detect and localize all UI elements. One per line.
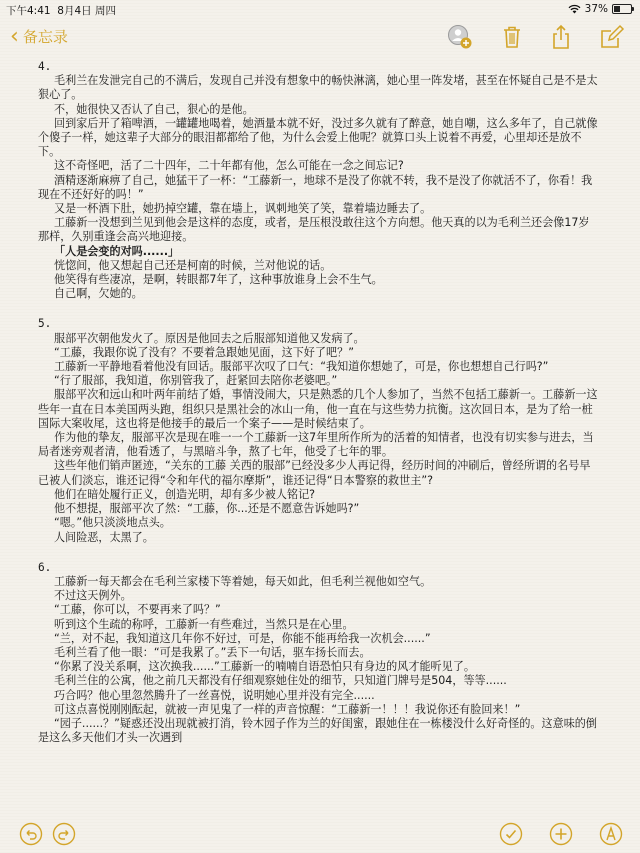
note-paragraph: 这不奇怪吧，活了二十四年，二十年都有他，怎么可能在一念之间忘记? [54, 159, 404, 173]
note-paragraph: 又是一杯酒下肚，她扔掉空罐，靠在墙上，讽刺地笑了笑，靠着墙边睡去了。 [54, 202, 432, 216]
note-paragraph: 服部平次朝他发火了。原因是他回去之后服部知道他又发病了。 [54, 331, 365, 345]
note-quote: 「人是会变的对吗......」 [54, 244, 180, 258]
section-gap [38, 301, 598, 317]
note-paragraph: 自己啊，欠她的。 [54, 287, 143, 301]
battery-fill [614, 6, 620, 12]
status-time: 下午4:41 [6, 5, 51, 17]
note-paragraph: 酒精逐渐麻痹了自己，她猛干了一杯：“工藤新一，地球不是没了你就不转，我不是没了你就活不了，你看！我现在不还好好的吗！” [38, 173, 593, 201]
note-paragraph: 工藤新一平静地看着他没有回话。服部平次叹了口气：“我知道你想她了，可是，你也想想自己行吗?” [54, 360, 549, 374]
sketch-icon[interactable] [599, 822, 623, 846]
note-paragraph: 听到这个生疏的称呼，工藤新一有些难过，当然只是在心里。 [54, 617, 354, 631]
status-time-date [6, 3, 116, 18]
share-icon[interactable] [548, 24, 574, 50]
battery-icon [612, 4, 632, 14]
note-paragraph: 人间险恶，太黑了。 [54, 530, 154, 544]
section-number: 6. [38, 560, 52, 574]
section-number: 5. [38, 317, 52, 331]
undo-icon[interactable] [19, 822, 43, 846]
add-icon[interactable] [549, 822, 573, 846]
note-paragraph: 毛利兰住的公寓，他之前几天都没有仔细观察她住处的细节，只知道门牌号是504，等等...... [54, 674, 507, 688]
note-paragraph: “园子......？”疑惑还没出现就被打消，铃木园子作为兰的好闺蜜，跟她住在一栋楼没什么好奇怪的。这意味的倒是这么多天他们才头一次遇到 [38, 716, 597, 745]
note-paragraph: 这些年他们销声匿迹，“关东的工藤 关西的服部”已经没多少人再记得，经历时间的冲刷后，曾经所谓的名号早已被人们淡忘，谁还记得“令和年代的福尔摩斯”，谁还记得“日本警察的救世主”? [38, 459, 591, 487]
note-paragraph: 他笑得有些凄凉，是啊，转眼都7年了，这种事放谁身上会不生气。 [54, 273, 383, 287]
note-paragraph: 回到家后开了箱啤酒，一罐罐地喝着，她酒量本就不好，没过多久就有了醉意，她自嘲，这么多年了，自己就像个傻子一样，她这辈子大部分的眼泪都都给了他，为什么会爱上他呢？就算口头上说着不再爱，心里却还是放不下。 [38, 116, 598, 159]
section-number: 4. [38, 60, 52, 73]
note-paragraph: “你累了没关系啊，这次换我......”工藤新一的喃喃自语恐怕只有身边的风才能听见了。 [54, 660, 475, 674]
note-paragraph: “嗯。”他只淡淡地点头。 [54, 516, 171, 530]
note-paragraph: 可这点喜悦刚刚酝起，就被一声见鬼了一样的声音惊醒：“工藤新一！！！我说你还有脸回来！” [54, 702, 521, 716]
wifi-icon [568, 4, 581, 14]
note-body[interactable] [38, 60, 598, 745]
note-paragraph: 巧合吗？他心里忽然腾升了一丝喜悦，说明她心里并没有完全...... [54, 688, 375, 702]
chevron-left-icon: ‹ [10, 23, 19, 49]
status-bar [0, 0, 640, 18]
note-paragraph: 毛利兰看了他一眼：“可是我累了。”丢下一句话，驱车扬长而去。 [54, 645, 371, 659]
status-date: 8月4日 周四 [57, 5, 116, 17]
note-paragraph: 他不想提，服部平次了然：“工藤，你...还是不愿意告诉她吗?” [54, 502, 360, 516]
note-paragraph: 他们在暗处履行正义，创造光明，却有多少被人铭记? [54, 487, 316, 501]
trash-icon[interactable] [499, 24, 525, 50]
redo-icon[interactable] [52, 822, 76, 846]
battery-percent: 37% [584, 3, 608, 15]
bottom-toolbar [0, 815, 640, 853]
back-button[interactable] [10, 23, 68, 49]
note-paragraph: 作为他的挚友，服部平次是现在唯一一个工藤新一这7年里所作所为的活着的知情者，也没有切实参与进去，当局者迷旁观者清，他看透了，与黑暗斗争，熬了七年，他受了七年的罪。 [38, 431, 594, 459]
note-paragraph: “兰，对不起，我知道这几年你不好过，可是，你能不能再给我一次机会......” [54, 631, 431, 645]
note-paragraph: 工藤新一没想到兰见到他会是这样的态度，或者，是压根没敢往这个方向想。他天真的以为毛利兰还会像17岁那样，久别重逢会高兴地迎接。 [38, 216, 590, 244]
checklist-icon[interactable] [499, 822, 523, 846]
compose-icon[interactable] [599, 24, 625, 50]
note-paragraph: 服部平次和远山和叶两年前结了婚，事情没闹大，只是熟悉的几个人参加了，当然不包括工藤新一。工藤新一这些年一直在日本美国两头跑，组织只是黑社会的冰山一角，他一直在与这些势力抗衡。这次回日本，是为了给一桩国际大案收尾，这也将是他接手的最后一个案子——是时候结束了。 [38, 388, 598, 430]
note-paragraph: 不过这天例外。 [54, 589, 132, 603]
note-paragraph: 毛利兰在发泄完自己的不满后，发现自己并没有想象中的畅快淋漓，她心里一阵发堵，甚至在怀疑自己是不是太狠心了。 [38, 74, 598, 102]
note-paragraph: 不，她很快又否认了自己，狠心的是他。 [54, 102, 254, 116]
back-label: 备忘录 [22, 28, 68, 46]
status-right [568, 3, 632, 15]
note-paragraph: “工藤，我跟你说了没有？不要着急跟她见面，这下好了吧？” [54, 345, 354, 359]
note-paragraph: “行了服部，我知道，你别管我了，赶紧回去陪你老婆吧。” [54, 374, 338, 388]
note-paragraph: 恍惚间，他又想起自己还是柯南的时候，兰对他说的话。 [54, 258, 332, 272]
section-gap [38, 545, 598, 561]
note-paragraph: “工藤，你可以，不要再来了吗？” [54, 603, 221, 617]
add-person-icon[interactable] [447, 24, 473, 50]
note-paragraph: 工藤新一每天都会在毛利兰家楼下等着她，每天如此，但毛利兰视他如空气。 [54, 574, 432, 588]
nav-bar [0, 18, 640, 58]
